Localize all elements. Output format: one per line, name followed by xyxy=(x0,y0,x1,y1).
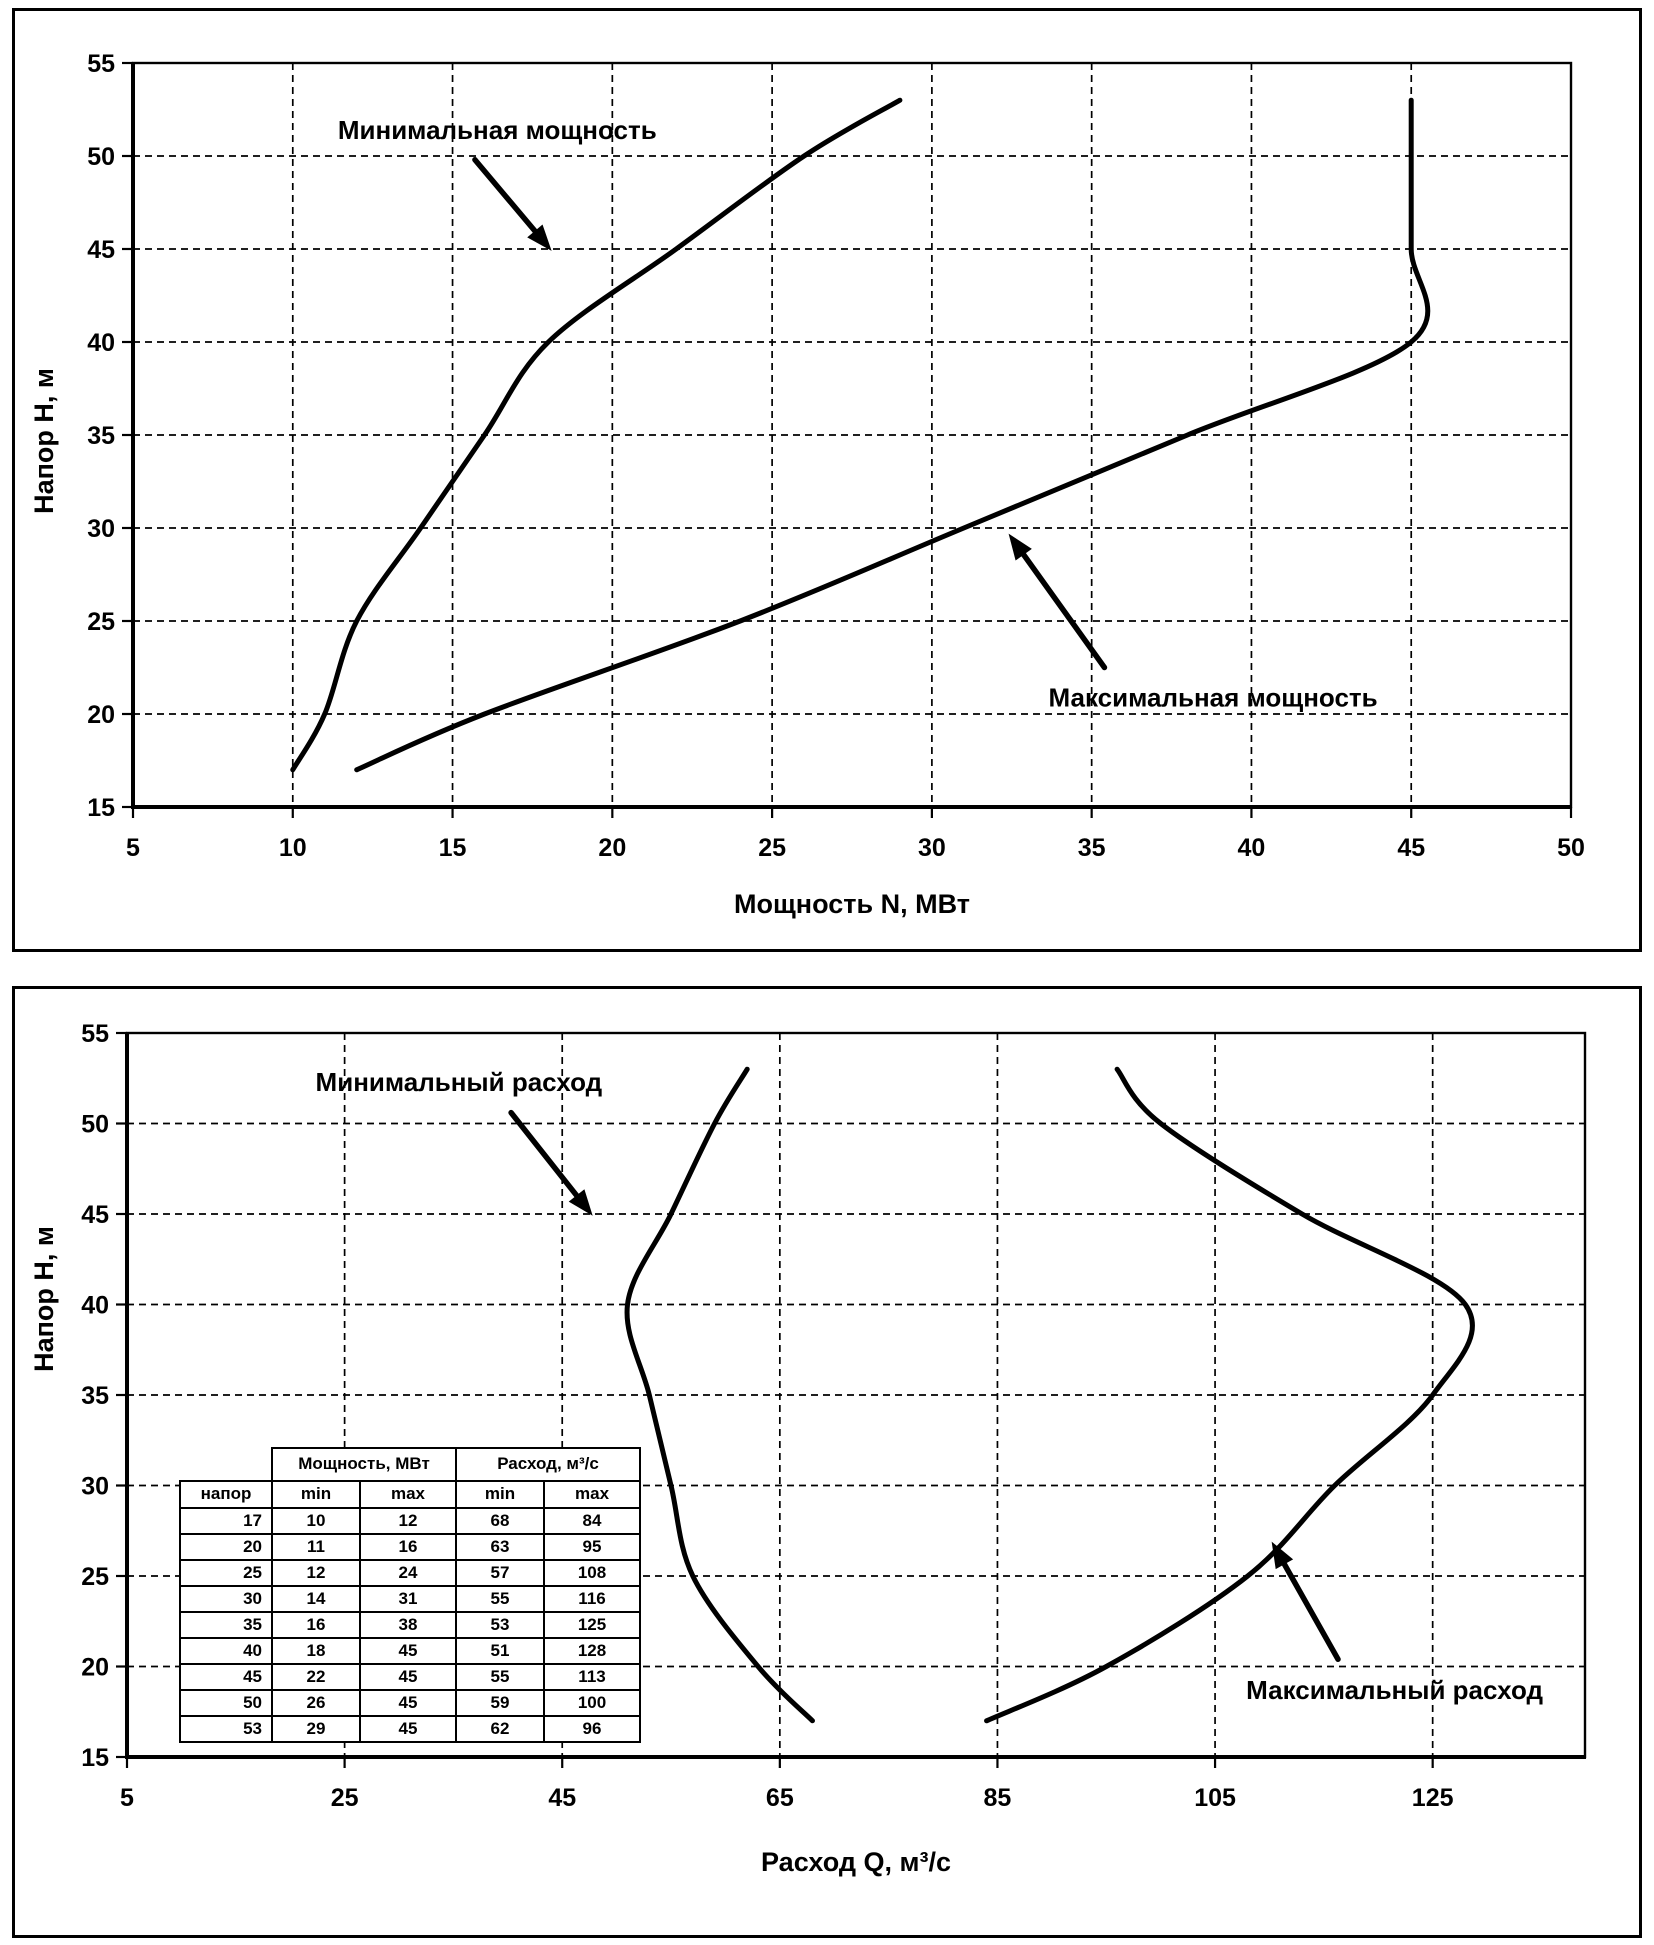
y-tick-label: 45 xyxy=(87,236,115,264)
table-cell: 96 xyxy=(544,1716,640,1742)
table-group-header-1: Расход, м³/с xyxy=(456,1448,640,1481)
x-axis-title: Мощность N, МВт xyxy=(734,889,970,919)
x-tick-label: 105 xyxy=(1194,1784,1236,1812)
table-cell: 16 xyxy=(360,1534,456,1560)
table-row xyxy=(180,1586,640,1612)
y-tick-label: 50 xyxy=(81,1110,109,1139)
table-cell: 16 xyxy=(272,1612,360,1638)
table-column-header-3: min xyxy=(456,1481,544,1508)
table-cell: 59 xyxy=(456,1690,544,1716)
x-tick-label: 5 xyxy=(126,834,140,862)
table-cell: 51 xyxy=(456,1638,544,1664)
table-cell-napor: 25 xyxy=(180,1560,272,1586)
x-tick-labels xyxy=(120,1784,1454,1812)
table-row xyxy=(180,1508,640,1534)
y-tick-label: 25 xyxy=(87,608,115,636)
table-cell: 14 xyxy=(272,1586,360,1612)
table-cell: 128 xyxy=(544,1638,640,1664)
annotation-arrow-1 xyxy=(1009,534,1105,668)
x-tick-label: 85 xyxy=(983,1784,1012,1812)
x-tick-label: 65 xyxy=(765,1784,794,1812)
x-tick-label: 25 xyxy=(758,834,787,862)
table-row xyxy=(180,1534,640,1560)
table-cell-napor: 45 xyxy=(180,1664,272,1690)
y-tick-label: 35 xyxy=(81,1382,109,1410)
y-tick-label: 15 xyxy=(87,794,115,822)
power-chart xyxy=(15,11,1639,949)
y-tick-label: 55 xyxy=(81,1020,109,1048)
table-cell-napor: 50 xyxy=(180,1690,272,1716)
table-group-header-0: Мощность, МВт xyxy=(272,1448,456,1481)
y-tick-label: 20 xyxy=(87,701,115,729)
table-cell: 10 xyxy=(272,1508,360,1534)
table-row xyxy=(180,1560,640,1586)
y-tick-labels xyxy=(87,50,115,822)
annotation-label-0: Минимальная мощность xyxy=(337,114,657,145)
table-row xyxy=(180,1716,640,1742)
table-cell: 113 xyxy=(544,1664,640,1690)
table-cell-napor: 35 xyxy=(180,1612,272,1638)
table-row xyxy=(180,1664,640,1690)
table-cell: 108 xyxy=(544,1560,640,1586)
y-tick-label: 45 xyxy=(81,1201,109,1229)
table-cell-napor: 30 xyxy=(180,1586,272,1612)
y-tick-label: 55 xyxy=(87,50,115,78)
power-chart-panel xyxy=(12,8,1642,952)
table-cell: 63 xyxy=(456,1534,544,1560)
table-cell: 116 xyxy=(544,1586,640,1612)
x-axis-title: Расход Q, м³/с xyxy=(761,1847,951,1877)
table-cell-napor: 40 xyxy=(180,1638,272,1664)
y-tick-label: 40 xyxy=(87,329,115,357)
table-cell: 55 xyxy=(456,1664,544,1690)
table-cell: 38 xyxy=(360,1612,456,1638)
x-tick-label: 5 xyxy=(120,1784,134,1812)
table-column-header-1: min xyxy=(272,1481,360,1508)
table-cell-napor: 20 xyxy=(180,1534,272,1560)
table-row xyxy=(180,1638,640,1664)
annotation-arrow-0 xyxy=(511,1113,593,1216)
y-tick-label: 20 xyxy=(81,1653,109,1682)
table-cell: 57 xyxy=(456,1560,544,1586)
annotation-label-1: Максимальная мощность xyxy=(1048,682,1378,713)
table-row xyxy=(180,1612,640,1638)
x-tick-label: 25 xyxy=(330,1784,359,1812)
x-tick-label: 30 xyxy=(917,834,946,862)
y-tick-label: 35 xyxy=(87,422,115,450)
table-cell-napor: 17 xyxy=(180,1508,272,1534)
table-cell: 125 xyxy=(544,1612,640,1638)
table-cell: 45 xyxy=(360,1716,456,1742)
table-cell: 55 xyxy=(456,1586,544,1612)
table-cell: 24 xyxy=(360,1560,456,1586)
annotation-arrow-0 xyxy=(475,160,552,251)
table-cell: 45 xyxy=(360,1690,456,1716)
table-cell: 100 xyxy=(544,1690,640,1716)
table-corner-cell xyxy=(180,1448,272,1481)
table-cell: 22 xyxy=(272,1664,360,1690)
y-tick-label: 30 xyxy=(81,1472,109,1501)
table-column-header-4: max xyxy=(544,1481,640,1508)
y-tick-label: 25 xyxy=(81,1563,109,1591)
table-cell: 84 xyxy=(544,1508,640,1534)
x-tick-label: 20 xyxy=(598,834,627,862)
table-cell: 31 xyxy=(360,1586,456,1612)
table-column-header-2: max xyxy=(360,1481,456,1508)
x-tick-label: 40 xyxy=(1237,834,1266,862)
table-cell: 12 xyxy=(272,1560,360,1586)
annotation-label-0: Минимальный расход xyxy=(315,1066,603,1097)
y-axis-title: Напор Н, м xyxy=(29,1226,59,1372)
x-tick-label: 35 xyxy=(1077,834,1106,862)
table-cell: 12 xyxy=(360,1508,456,1534)
x-tick-label: 125 xyxy=(1411,1784,1454,1812)
y-tick-label: 30 xyxy=(87,515,115,543)
table-cell: 62 xyxy=(456,1716,544,1742)
table-cell: 53 xyxy=(456,1612,544,1638)
x-tick-label: 45 xyxy=(548,1784,577,1812)
x-tick-label: 10 xyxy=(278,834,307,862)
table-cell: 95 xyxy=(544,1534,640,1560)
table-cell: 26 xyxy=(272,1690,360,1716)
table-cell-napor: 53 xyxy=(180,1716,272,1742)
table-cell: 18 xyxy=(272,1638,360,1664)
flow-chart-panel xyxy=(12,986,1642,1938)
table-cell: 29 xyxy=(272,1716,360,1742)
table-cell: 45 xyxy=(360,1638,456,1664)
x-tick-label: 50 xyxy=(1557,834,1585,862)
y-tick-label: 40 xyxy=(81,1291,109,1320)
parameters-table xyxy=(179,1447,641,1743)
y-tick-label: 15 xyxy=(81,1744,109,1772)
table-cell: 45 xyxy=(360,1664,456,1690)
x-tick-label: 45 xyxy=(1397,834,1426,862)
y-axis-title: Напор Н, м xyxy=(29,368,59,514)
table-cell: 11 xyxy=(272,1534,360,1560)
annotation-label-1: Максимальный расход xyxy=(1246,1675,1544,1706)
x-tick-labels xyxy=(126,834,1585,862)
table-cell: 68 xyxy=(456,1508,544,1534)
table-row xyxy=(180,1690,640,1716)
y-tick-label: 50 xyxy=(87,143,115,171)
table-column-header-0: напор xyxy=(180,1481,272,1508)
x-tick-label: 15 xyxy=(438,834,467,862)
y-tick-labels xyxy=(81,1020,109,1772)
annotation-arrow-1 xyxy=(1272,1542,1338,1660)
